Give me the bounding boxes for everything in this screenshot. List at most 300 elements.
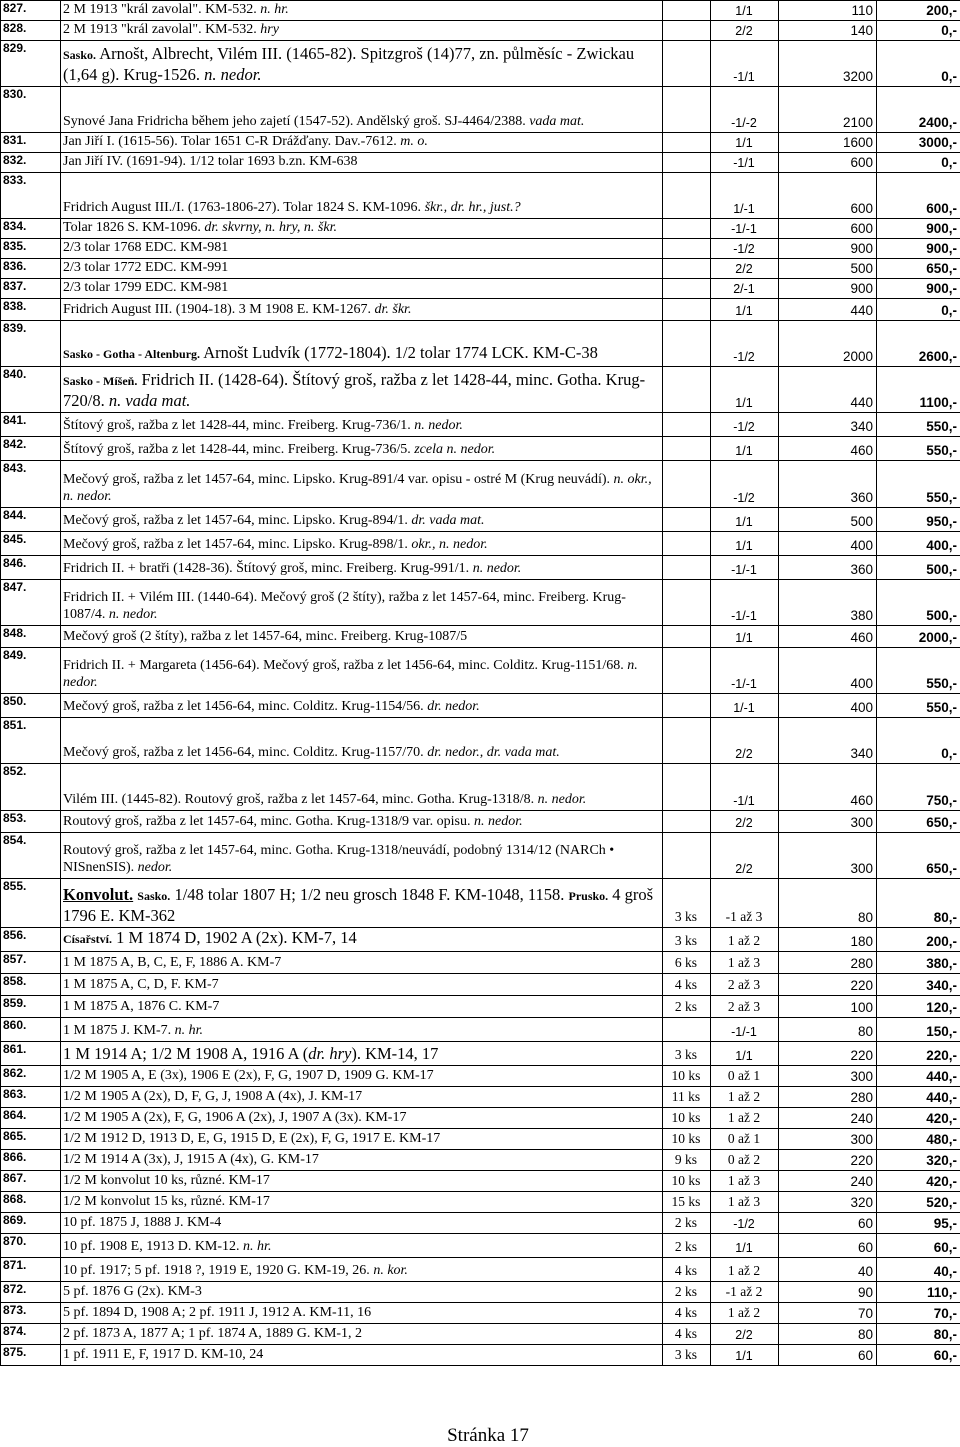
lot-description xyxy=(61,1,663,21)
lot-description xyxy=(61,437,663,461)
lot-number: 835. xyxy=(1,239,61,259)
lot-description xyxy=(61,133,663,153)
lot-description xyxy=(61,532,663,556)
lot-price: 70,- xyxy=(877,1303,960,1324)
lot-grade: 1 až 3 xyxy=(711,1192,779,1213)
description-segment: Synové Jana Fridricha během jeho zajetí (1547-52). Andělský groš. SJ-4464/2388. xyxy=(63,114,529,129)
lot-grade: 2/-1 xyxy=(711,279,779,299)
lot-number: 871. xyxy=(1,1258,61,1282)
lot-grade: -1/-1 xyxy=(711,556,779,580)
lot-row xyxy=(1,299,960,321)
lot-quantity: 15 ks xyxy=(663,1192,711,1213)
lot-price: 0,- xyxy=(877,21,960,41)
description-segment: Sasko - Míšeň. xyxy=(63,374,137,388)
description-segment: 1/2 M 1905 A (2x), D, F, G, J, 1908 A (4x), J. KM-17 xyxy=(63,1089,362,1104)
lot-price: 200,- xyxy=(877,1,960,21)
lot-price: 550,- xyxy=(877,461,960,508)
lot-number: 848. xyxy=(1,626,61,648)
lot-number: 864. xyxy=(1,1108,61,1129)
lot-quantity xyxy=(663,87,711,133)
lot-row xyxy=(1,437,960,461)
lot-grade: 1/-1 xyxy=(711,173,779,219)
lot-description xyxy=(61,694,663,718)
lot-grade: -1/-1 xyxy=(711,219,779,239)
description-segment: 1 M 1875 J. KM-7. xyxy=(63,1023,175,1038)
description-segment: n. nedor. xyxy=(473,561,522,576)
lot-grade: 2 až 3 xyxy=(711,996,779,1018)
lot-row xyxy=(1,239,960,259)
description-segment: 10 pf. 1917; 5 pf. 1918 ?, 1919 E, 1920 G. KM-19, 26. xyxy=(63,1263,373,1278)
lot-price: 650,- xyxy=(877,811,960,833)
description-segment: 1/2 M 1905 A (2x), F, G, 1906 A (2x), J, 1907 A (3x). KM-17 xyxy=(63,1110,406,1125)
lot-price: 320,- xyxy=(877,1150,960,1171)
lot-grade: 1 až 2 xyxy=(711,1303,779,1324)
lot-description xyxy=(61,1303,663,1324)
lot-quantity xyxy=(663,299,711,321)
lot-estimate: 300 xyxy=(779,1066,877,1087)
lot-number: 852. xyxy=(1,764,61,811)
lot-price: 900,- xyxy=(877,219,960,239)
description-segment: n. hr. xyxy=(175,1023,203,1038)
lot-description xyxy=(61,153,663,173)
description-segment: n. nedor. xyxy=(109,607,158,622)
lot-number: 834. xyxy=(1,219,61,239)
lot-number: 861. xyxy=(1,1042,61,1066)
lot-row xyxy=(1,279,960,299)
lot-description xyxy=(61,1345,663,1366)
lot-estimate: 220 xyxy=(779,1150,877,1171)
lot-quantity xyxy=(663,279,711,299)
lot-number: 847. xyxy=(1,580,61,626)
lot-price: 0,- xyxy=(877,41,960,87)
lot-grade: -1/1 xyxy=(711,153,779,173)
lot-row xyxy=(1,321,960,367)
lot-price: 110,- xyxy=(877,1282,960,1303)
lot-price: 80,- xyxy=(877,879,960,928)
lot-grade: 1/1 xyxy=(711,367,779,413)
lot-price: 420,- xyxy=(877,1108,960,1129)
lot-quantity: 2 ks xyxy=(663,1282,711,1303)
lot-row xyxy=(1,532,960,556)
lot-estimate: 440 xyxy=(779,299,877,321)
description-segment: Fridrich August III./I. (1763-1806-27). Tolar 1824 S. KM-1096. xyxy=(63,200,425,215)
lot-description xyxy=(61,556,663,580)
lot-quantity: 6 ks xyxy=(663,952,711,974)
lot-quantity xyxy=(663,259,711,279)
lot-description xyxy=(61,173,663,219)
description-segment: okr., n. nedor. xyxy=(411,537,487,552)
lot-quantity xyxy=(663,580,711,626)
lot-grade: 2/2 xyxy=(711,259,779,279)
lot-estimate: 110 xyxy=(779,1,877,21)
lot-price: 900,- xyxy=(877,239,960,259)
lot-grade: -1/2 xyxy=(711,239,779,259)
lot-grade: -1/-1 xyxy=(711,648,779,694)
lot-price: 550,- xyxy=(877,437,960,461)
lot-quantity xyxy=(663,173,711,219)
lot-quantity: 10 ks xyxy=(663,1108,711,1129)
lot-grade: -1/-2 xyxy=(711,87,779,133)
lot-quantity xyxy=(663,239,711,259)
lot-estimate: 240 xyxy=(779,1171,877,1192)
lot-estimate: 3200 xyxy=(779,41,877,87)
lot-row xyxy=(1,694,960,718)
description-segment: vada mat. xyxy=(529,114,584,129)
description-segment: Štítový groš, ražba z let 1428-44, minc. Freiberg. Krug-736/1. xyxy=(63,418,414,433)
lot-number: 843. xyxy=(1,461,61,508)
description-segment: ). KM-14, 17 xyxy=(351,1044,438,1063)
lot-grade: -1/2 xyxy=(711,321,779,367)
lot-grade: 1/1 xyxy=(711,133,779,153)
lot-row xyxy=(1,974,960,996)
lot-number: 857. xyxy=(1,952,61,974)
lot-quantity xyxy=(663,1,711,21)
description-segment: dr. vada mat. xyxy=(411,513,484,528)
lot-price: 0,- xyxy=(877,299,960,321)
lot-estimate: 1600 xyxy=(779,133,877,153)
description-segment: Mečový groš, ražba z let 1457-64, minc. Lipsko. Krug-894/1. xyxy=(63,513,411,528)
lot-estimate: 60 xyxy=(779,1234,877,1258)
description-segment: 2/3 tolar 1799 EDC. KM-981 xyxy=(63,280,228,295)
lot-price: 650,- xyxy=(877,259,960,279)
lot-quantity: 4 ks xyxy=(663,1258,711,1282)
description-segment: n. vada mat. xyxy=(109,391,191,410)
lot-row xyxy=(1,1171,960,1192)
lot-price: 60,- xyxy=(877,1345,960,1366)
description-segment: Fridrich II. + Vilém III. (1440-64). Mečový groš (2 štíty), ražba z let 1457-64, minc. Freiberg. Krug-1087/4. xyxy=(63,590,626,622)
description-segment: Fridrich August III. (1904-18). 3 M 1908 E. KM-1267. xyxy=(63,302,374,317)
description-segment: Fridrich II. (1428-64). Štítový groš, ražba z let 1428-44, minc. Gotha. Krug-720/8. xyxy=(63,370,645,410)
description-segment: nedor. xyxy=(138,860,173,875)
lot-quantity: 3 ks xyxy=(663,1042,711,1066)
lot-row xyxy=(1,1303,960,1324)
lot-estimate: 60 xyxy=(779,1213,877,1234)
description-segment: Konvolut. xyxy=(63,885,133,904)
description-segment: 1 M 1874 D, 1902 A (2x). KM-7, 14 xyxy=(112,928,357,947)
lot-number: 846. xyxy=(1,556,61,580)
lot-description xyxy=(61,259,663,279)
lot-quantity xyxy=(663,694,711,718)
description-segment: Mečový groš (2 štíty), ražba z let 1457-64, minc. Freiberg. Krug-1087/5 xyxy=(63,629,467,644)
lot-description xyxy=(61,21,663,41)
lot-quantity xyxy=(663,811,711,833)
lot-price: 500,- xyxy=(877,556,960,580)
lot-price: 550,- xyxy=(877,413,960,437)
description-segment: Štítový groš, ražba z let 1428-44, minc. Freiberg. Krug-736/5. xyxy=(63,442,414,457)
lot-estimate: 400 xyxy=(779,648,877,694)
lot-description xyxy=(61,239,663,259)
description-segment: škr., dr. hr., just.? xyxy=(425,200,521,215)
lot-quantity xyxy=(663,718,711,764)
lot-estimate: 2100 xyxy=(779,87,877,133)
lot-description xyxy=(61,996,663,1018)
lot-price: 95,- xyxy=(877,1213,960,1234)
description-segment: Jan Jiří IV. (1691-94). 1/12 tolar 1693 b.zn. KM-638 xyxy=(63,154,358,169)
lot-description xyxy=(61,718,663,764)
lot-row xyxy=(1,153,960,173)
lot-grade: 1 až 2 xyxy=(711,1087,779,1108)
lot-number: 833. xyxy=(1,173,61,219)
lot-grade: 1 až 2 xyxy=(711,1108,779,1129)
lot-number: 851. xyxy=(1,718,61,764)
lot-description xyxy=(61,1150,663,1171)
lot-description xyxy=(61,1171,663,1192)
lot-grade: 1/1 xyxy=(711,532,779,556)
lot-price: 1100,- xyxy=(877,367,960,413)
description-segment: n. hr. xyxy=(260,2,288,17)
description-segment: m. o. xyxy=(400,134,428,149)
lot-grade: -1 až 2 xyxy=(711,1282,779,1303)
lot-number: 842. xyxy=(1,437,61,461)
lot-number: 867. xyxy=(1,1171,61,1192)
lot-quantity: 9 ks xyxy=(663,1150,711,1171)
lot-number: 874. xyxy=(1,1324,61,1345)
lot-price: 2400,- xyxy=(877,87,960,133)
description-segment: 1/2 M konvolut 15 ks, různé. KM-17 xyxy=(63,1194,270,1209)
lot-estimate: 360 xyxy=(779,556,877,580)
description-segment: Vilém III. (1445-82). Routový groš, ražba z let 1457-64, minc. Gotha. Krug-1318/8. xyxy=(63,792,538,807)
description-segment: Sasko. xyxy=(137,889,170,903)
lot-row xyxy=(1,1282,960,1303)
lot-price: 200,- xyxy=(877,928,960,952)
lot-description xyxy=(61,413,663,437)
lot-quantity xyxy=(663,461,711,508)
lot-quantity: 3 ks xyxy=(663,879,711,928)
lot-grade: 1/1 xyxy=(711,626,779,648)
lot-quantity: 3 ks xyxy=(663,928,711,952)
lot-description xyxy=(61,1018,663,1042)
lot-grade: -1/2 xyxy=(711,1213,779,1234)
description-segment: Fridrich II. + Margareta (1456-64). Mečový groš, ražba z let 1456-64, minc. Colditz. Krug-1151/68. xyxy=(63,658,627,673)
lot-row xyxy=(1,928,960,952)
lot-quantity: 4 ks xyxy=(663,974,711,996)
lot-number: 863. xyxy=(1,1087,61,1108)
lot-number: 827. xyxy=(1,1,61,21)
lot-description xyxy=(61,928,663,952)
lot-estimate: 400 xyxy=(779,532,877,556)
lot-row xyxy=(1,41,960,87)
lot-price: 600,- xyxy=(877,173,960,219)
lot-grade: 1 až 3 xyxy=(711,1171,779,1192)
lot-description xyxy=(61,580,663,626)
lot-estimate: 900 xyxy=(779,279,877,299)
lot-grade: -1/2 xyxy=(711,461,779,508)
lot-number: 840. xyxy=(1,367,61,413)
lot-grade: 1 až 2 xyxy=(711,928,779,952)
lot-description xyxy=(61,279,663,299)
lot-price: 2000,- xyxy=(877,626,960,648)
lot-estimate: 340 xyxy=(779,413,877,437)
lot-grade: 1/-1 xyxy=(711,694,779,718)
lot-estimate: 220 xyxy=(779,974,877,996)
lot-grade: 1 až 2 xyxy=(711,1258,779,1282)
lot-description xyxy=(61,508,663,532)
lot-price: 3000,- xyxy=(877,133,960,153)
description-segment: dr. skvrny, n. hry, n. škr. xyxy=(204,220,337,235)
lot-price: 950,- xyxy=(877,508,960,532)
lot-row xyxy=(1,508,960,532)
description-segment: n. okr., n. nedor. xyxy=(63,472,652,504)
lot-price: 60,- xyxy=(877,1234,960,1258)
lot-number: 856. xyxy=(1,928,61,952)
lot-row xyxy=(1,1018,960,1042)
lot-estimate: 140 xyxy=(779,21,877,41)
lot-row xyxy=(1,1129,960,1150)
lot-number: 828. xyxy=(1,21,61,41)
lot-row xyxy=(1,764,960,811)
lot-row xyxy=(1,648,960,694)
lot-row xyxy=(1,556,960,580)
lot-price: 0,- xyxy=(877,718,960,764)
description-segment: 2/3 tolar 1768 EDC. KM-981 xyxy=(63,240,228,255)
lot-price: 420,- xyxy=(877,1171,960,1192)
lot-grade: -1 až 3 xyxy=(711,879,779,928)
lot-grade: -1/-1 xyxy=(711,1018,779,1042)
lot-price: 550,- xyxy=(877,694,960,718)
lot-quantity xyxy=(663,508,711,532)
lot-price: 150,- xyxy=(877,1018,960,1042)
lot-estimate: 280 xyxy=(779,952,877,974)
lot-row xyxy=(1,1192,960,1213)
lot-description xyxy=(61,764,663,811)
lot-row xyxy=(1,626,960,648)
description-segment: Routový groš, ražba z let 1457-64, minc. Gotha. Krug-1318/9 var. opisu. xyxy=(63,814,474,829)
lot-row xyxy=(1,413,960,437)
lot-grade: 1/1 xyxy=(711,1234,779,1258)
lot-quantity xyxy=(663,764,711,811)
lot-grade: 1/1 xyxy=(711,1345,779,1366)
lot-row xyxy=(1,718,960,764)
description-segment: 1/2 M 1914 A (3x), J, 1915 A (4x), G. KM-17 xyxy=(63,1152,319,1167)
lot-row xyxy=(1,367,960,413)
lot-estimate: 600 xyxy=(779,173,877,219)
lot-quantity: 4 ks xyxy=(663,1324,711,1345)
description-segment: n. hr. xyxy=(243,1239,271,1254)
lot-price: 80,- xyxy=(877,1324,960,1345)
lot-grade: 2/2 xyxy=(711,21,779,41)
lot-row xyxy=(1,580,960,626)
lot-price: 400,- xyxy=(877,532,960,556)
lot-number: 830. xyxy=(1,87,61,133)
lot-grade: -1/1 xyxy=(711,764,779,811)
lot-estimate: 460 xyxy=(779,437,877,461)
lot-quantity: 2 ks xyxy=(663,996,711,1018)
lot-description xyxy=(61,299,663,321)
lot-row xyxy=(1,1087,960,1108)
lot-number: 853. xyxy=(1,811,61,833)
description-segment: 1/48 tolar 1807 H; 1/2 neu grosch 1848 F. KM-1048, 1158. xyxy=(170,885,568,904)
description-segment: zcela n. nedor. xyxy=(414,442,495,457)
lot-estimate: 300 xyxy=(779,833,877,879)
lot-quantity xyxy=(663,41,711,87)
lot-quantity xyxy=(663,153,711,173)
description-segment: 1/2 M 1912 D, 1913 D, E, G, 1915 D, E (2x), F, G, 1917 E. KM-17 xyxy=(63,1131,440,1146)
lot-number: 855. xyxy=(1,879,61,928)
lot-estimate: 60 xyxy=(779,1345,877,1366)
lot-grade: 2/2 xyxy=(711,811,779,833)
lot-grade: 1 až 3 xyxy=(711,952,779,974)
lot-price: 0,- xyxy=(877,153,960,173)
lot-estimate: 600 xyxy=(779,219,877,239)
lot-number: 860. xyxy=(1,1018,61,1042)
description-segment: Mečový groš, ražba z let 1456-64, minc. Colditz. Krug-1154/56. xyxy=(63,699,427,714)
lot-grade: 0 až 1 xyxy=(711,1066,779,1087)
description-segment: dr. hry xyxy=(308,1044,351,1063)
lot-grade: 2/2 xyxy=(711,833,779,879)
lot-number: 829. xyxy=(1,41,61,87)
lot-quantity xyxy=(663,437,711,461)
lot-quantity: 10 ks xyxy=(663,1066,711,1087)
lot-grade: 2/2 xyxy=(711,1324,779,1345)
lot-estimate: 320 xyxy=(779,1192,877,1213)
lot-number: 839. xyxy=(1,321,61,367)
lot-description xyxy=(61,219,663,239)
lot-price: 900,- xyxy=(877,279,960,299)
description-segment: 5 pf. 1876 G (2x). KM-3 xyxy=(63,1284,202,1299)
description-segment: Sasko - Gotha - Altenburg. xyxy=(63,347,200,361)
lot-description xyxy=(61,974,663,996)
lot-quantity xyxy=(663,1018,711,1042)
lot-description xyxy=(61,879,663,928)
lot-number: 849. xyxy=(1,648,61,694)
lot-estimate: 300 xyxy=(779,811,877,833)
lot-quantity: 11 ks xyxy=(663,1087,711,1108)
lot-quantity xyxy=(663,648,711,694)
lot-number: 866. xyxy=(1,1150,61,1171)
lot-estimate: 360 xyxy=(779,461,877,508)
lot-row xyxy=(1,1258,960,1282)
lot-row xyxy=(1,1066,960,1087)
lot-description xyxy=(61,461,663,508)
lot-price: 440,- xyxy=(877,1066,960,1087)
lot-price: 340,- xyxy=(877,974,960,996)
lot-row xyxy=(1,1108,960,1129)
lot-quantity xyxy=(663,133,711,153)
lot-quantity xyxy=(663,219,711,239)
lot-row xyxy=(1,1213,960,1234)
description-segment: n. nedor. xyxy=(204,65,261,84)
lot-estimate: 300 xyxy=(779,1129,877,1150)
lot-grade: 0 až 2 xyxy=(711,1150,779,1171)
lot-description xyxy=(61,626,663,648)
description-segment: 2 M 1913 "král zavolal". KM-532. xyxy=(63,22,260,37)
lot-quantity xyxy=(663,21,711,41)
lot-price: 380,- xyxy=(877,952,960,974)
lot-price: 650,- xyxy=(877,833,960,879)
lot-description xyxy=(61,1087,663,1108)
description-segment: 2 M 1913 "král zavolal". KM-532. xyxy=(63,2,260,17)
description-segment: 1/2 M konvolut 10 ks, různé. KM-17 xyxy=(63,1173,270,1188)
lot-quantity xyxy=(663,626,711,648)
lot-price: 2600,- xyxy=(877,321,960,367)
description-segment: 5 pf. 1894 D, 1908 A; 2 pf. 1911 J, 1912 A. KM-11, 16 xyxy=(63,1305,371,1320)
lot-quantity xyxy=(663,532,711,556)
lot-estimate: 100 xyxy=(779,996,877,1018)
lot-number: 841. xyxy=(1,413,61,437)
lot-row xyxy=(1,1042,960,1066)
lot-description xyxy=(61,811,663,833)
description-segment: Fridrich II. + bratři (1428-36). Štítový groš, minc. Freiberg. Krug-991/1. xyxy=(63,561,473,576)
lot-estimate: 90 xyxy=(779,1282,877,1303)
lot-price: 550,- xyxy=(877,648,960,694)
description-segment: Sasko. xyxy=(63,48,96,62)
lot-description xyxy=(61,1129,663,1150)
lot-number: 862. xyxy=(1,1066,61,1087)
lot-estimate: 460 xyxy=(779,626,877,648)
lot-grade: -1/1 xyxy=(711,41,779,87)
page-footer: Stránka 17 xyxy=(0,1425,960,1447)
lot-estimate: 80 xyxy=(779,1324,877,1345)
